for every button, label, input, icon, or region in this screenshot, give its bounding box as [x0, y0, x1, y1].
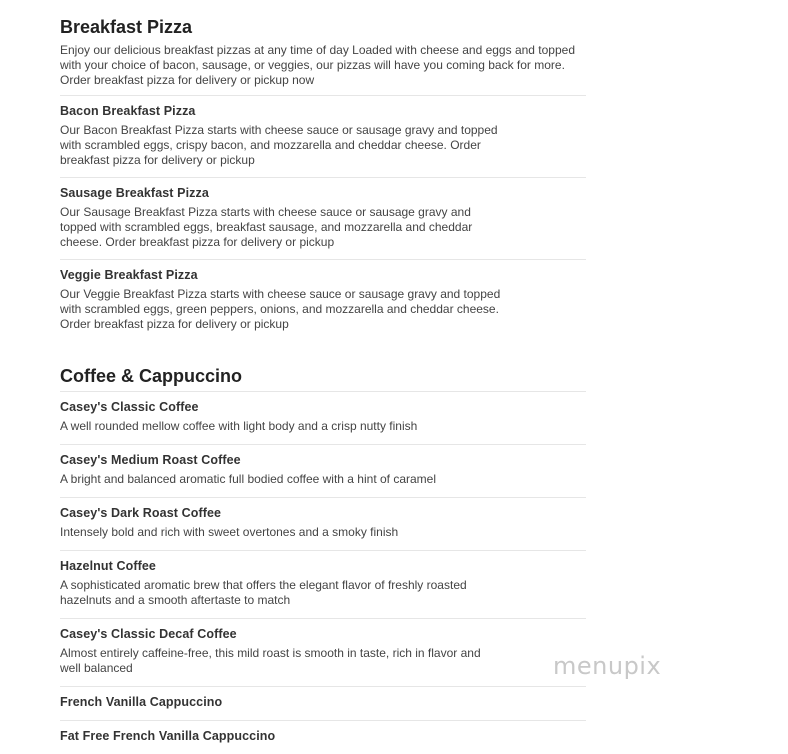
menu-item-description: Our Bacon Breakfast Pizza starts with cheese sauce or sausage gravy and topped with scrambled eggs, crispy bacon, and mozzarella and cheddar cheese. Order breakfast pizza for delivery or pickup — [60, 123, 498, 167]
menu-item — [60, 445, 586, 498]
menu-item-name: Casey's Classic Decaf Coffee — [60, 627, 237, 641]
menu-item — [60, 260, 586, 341]
menu-item-description: Almost entirely caffeine-free, this mild roast is smooth in taste, rich in flavor and well balanced — [60, 646, 481, 675]
menu-item-name: Veggie Breakfast Pizza — [60, 268, 198, 282]
section-description: Enjoy our delicious breakfast pizzas at any time of day Loaded with cheese and eggs and topped with your choice of bacon, sausage, or veggies, our pizzas will have you coming back for more. Order breakfast pizza for delivery or pickup now — [60, 43, 586, 96]
section-title: Breakfast Pizza — [60, 17, 193, 37]
menu-item-name: Casey's Dark Roast Coffee — [60, 506, 222, 520]
menu-item-name: French Vanilla Cappuccino — [60, 695, 223, 709]
menu-item — [60, 392, 586, 445]
menu-item-description: Our Sausage Breakfast Pizza starts with cheese sauce or sausage gravy and topped with scrambled eggs, breakfast sausage, and mozzarella and cheddar cheese. Order breakfast pizza for delivery or pickup — [60, 205, 473, 249]
menu-item — [60, 551, 586, 619]
menu-item-name: Fat Free French Vanilla Cappuccino — [60, 729, 276, 743]
menu-item-name: Sausage Breakfast Pizza — [60, 186, 209, 200]
section-breakfast-pizza — [60, 0, 586, 341]
menu-item — [60, 96, 586, 178]
menu-item-name: Casey's Classic Coffee — [60, 400, 199, 414]
menu-item — [60, 687, 586, 721]
menu-item — [60, 721, 586, 754]
menu-item-description: A well rounded mellow coffee with light body and a crisp nutty finish — [60, 419, 418, 433]
menu-item — [60, 178, 586, 260]
menu-item-description: A sophisticated aromatic brew that offers the elegant flavor of freshly roasted hazelnuts and a smooth aftertaste to match — [60, 578, 467, 607]
menu-item-description: A bright and balanced aromatic full bodied coffee with a hint of caramel — [60, 472, 437, 486]
section-title: Coffee & Cappuccino — [60, 365, 586, 392]
section-coffee-cappuccino — [60, 341, 586, 754]
menu-item — [60, 498, 586, 551]
menu-item-description: Our Veggie Breakfast Pizza starts with cheese sauce or sausage gravy and topped with scrambled eggs, green peppers, onions, and mozzarella and cheddar cheese. Order breakfast pizza for delivery or pickup — [60, 287, 501, 331]
menu-item-name: Hazelnut Coffee — [60, 559, 156, 573]
menu-item-name: Casey's Medium Roast Coffee — [60, 453, 241, 467]
menupix-watermark: menupix — [553, 652, 662, 680]
menu-item-description: Intensely bold and rich with sweet overtones and a smoky finish — [60, 525, 399, 539]
menu-item-name: Bacon Breakfast Pizza — [60, 104, 196, 118]
menu — [60, 0, 586, 754]
menu-item — [60, 619, 586, 687]
